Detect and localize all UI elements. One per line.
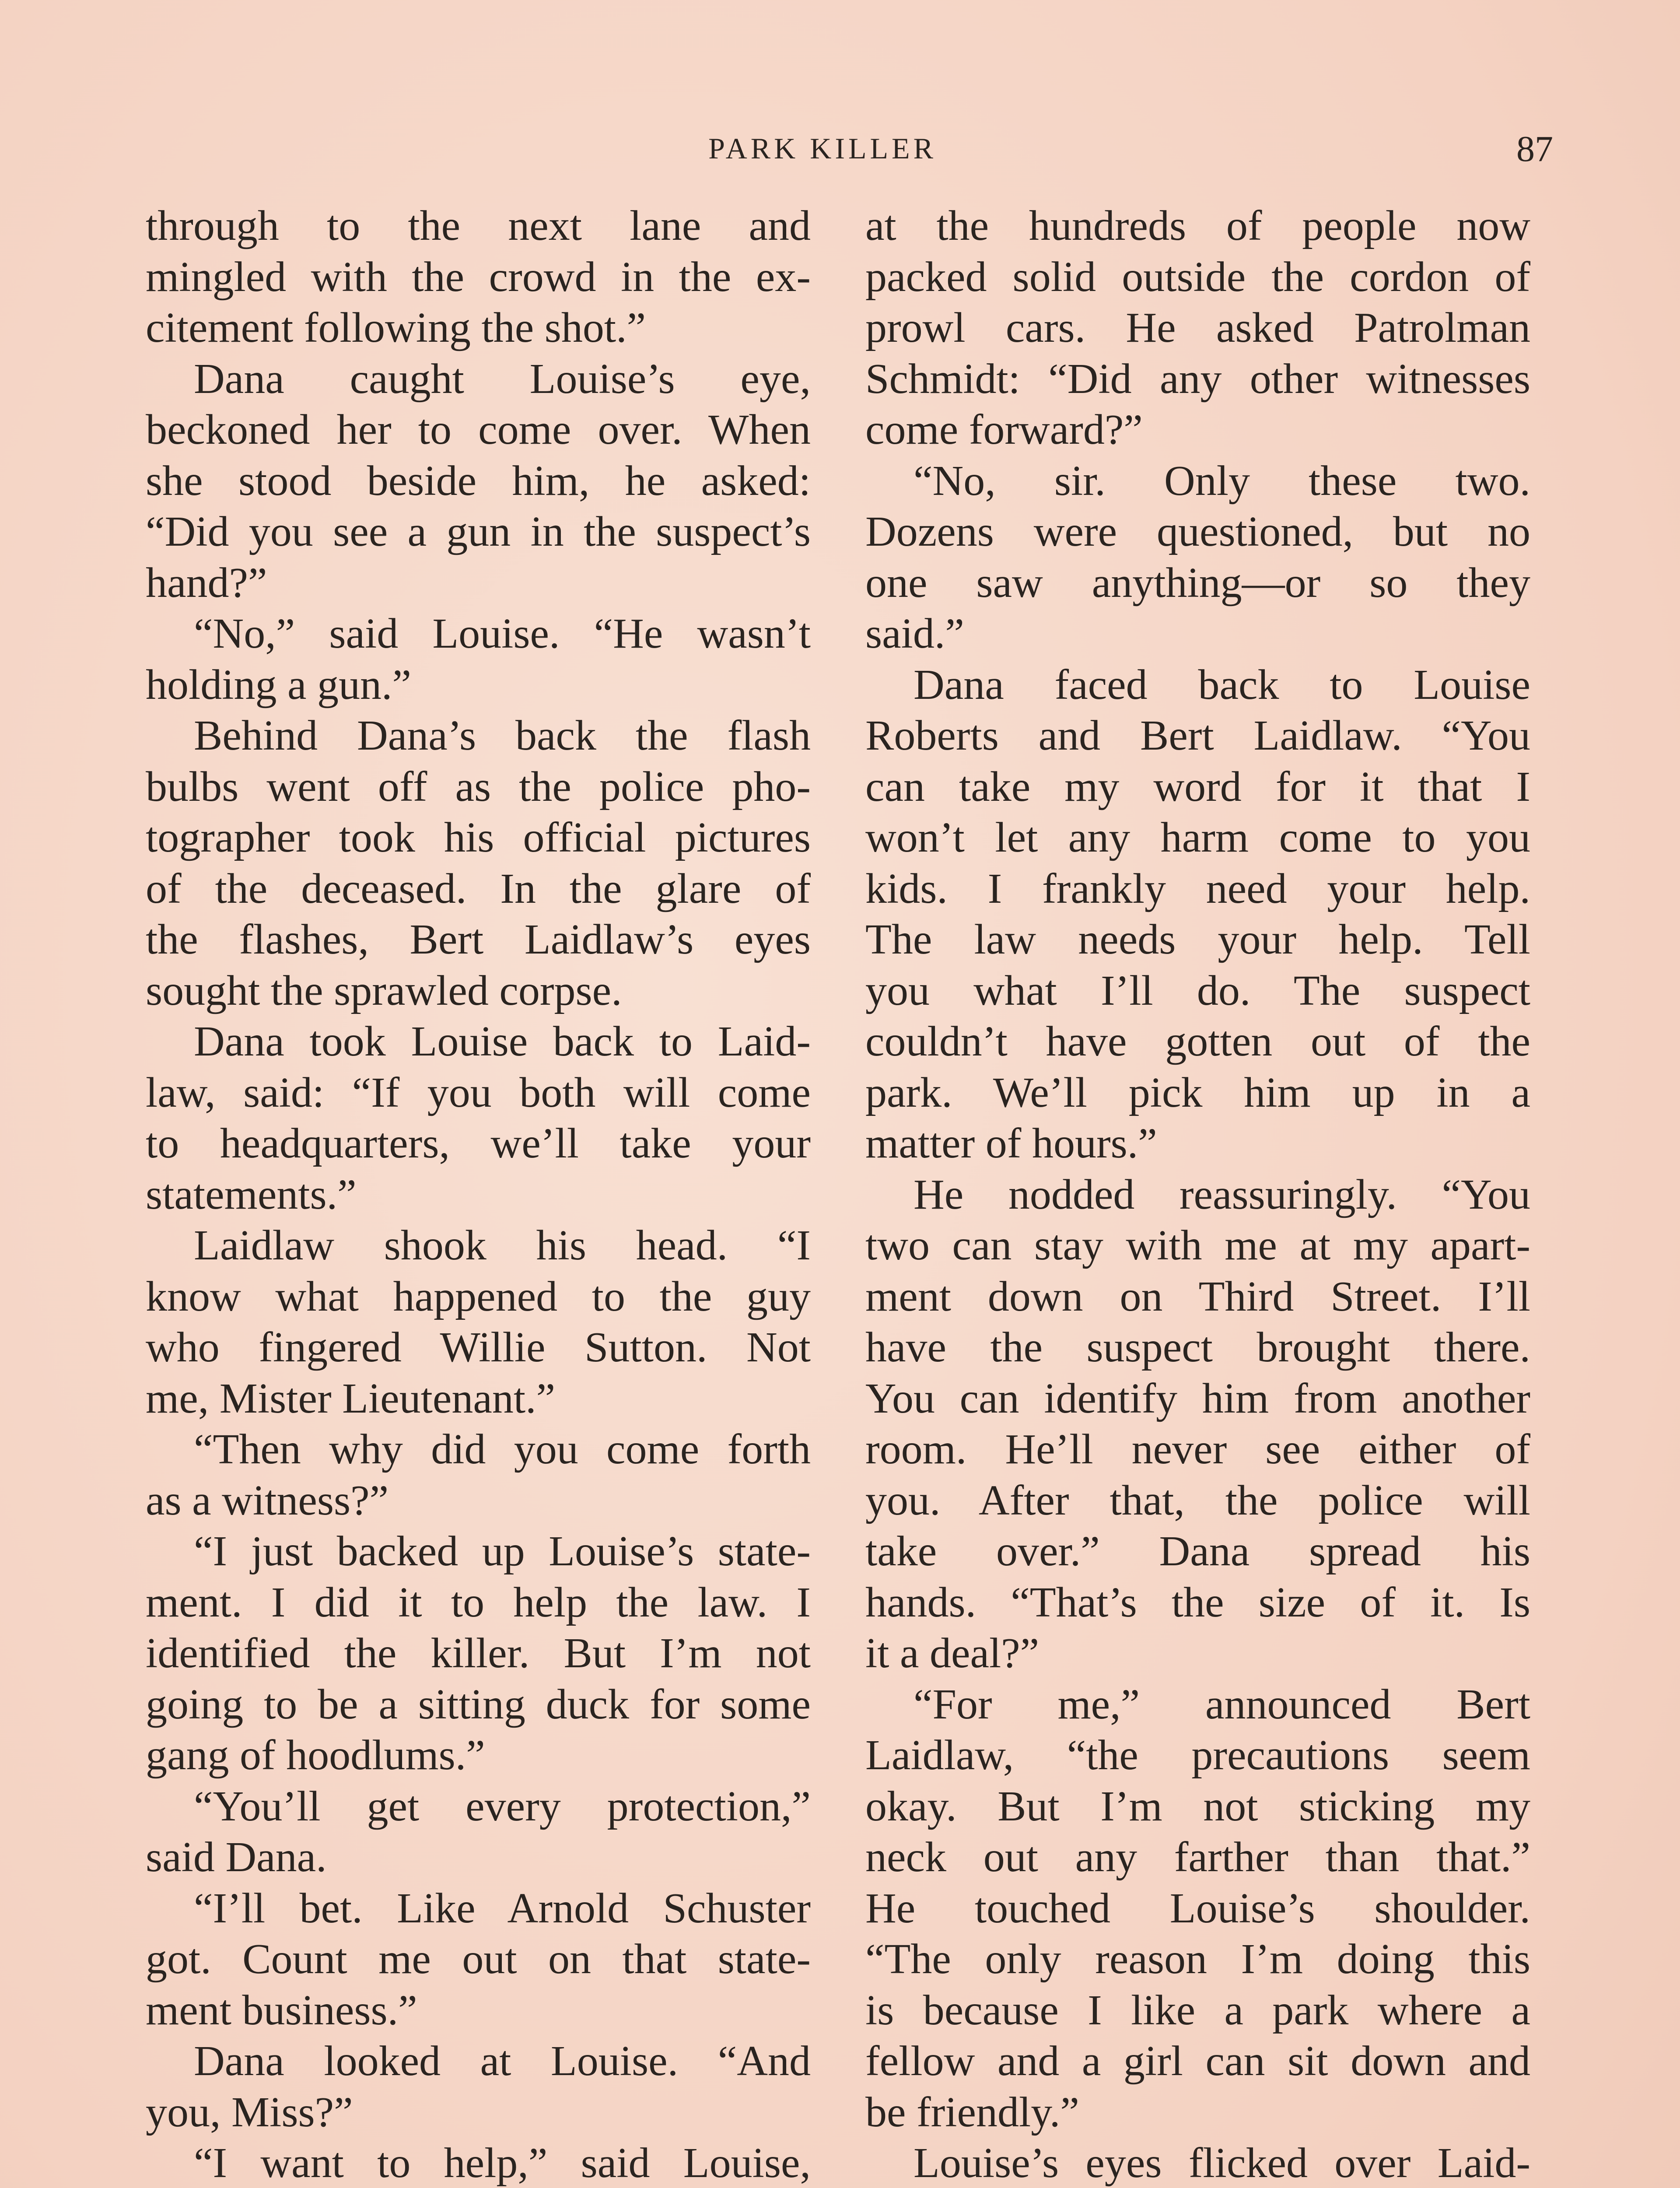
text-line: you. After that, the police will bbox=[865, 1476, 1530, 1524]
text-line: Dana took Louise back to Laid- bbox=[194, 1018, 811, 1065]
text-line: Laidlaw, “the precautions seem bbox=[865, 1732, 1530, 1779]
text-line: “I just backed up Louise’s state- bbox=[194, 1528, 811, 1575]
text-line: Roberts and Bert Laidlaw. “You bbox=[865, 712, 1530, 759]
text-line: to headquarters, we’ll take your bbox=[146, 1120, 811, 1167]
text-line: is because I like a park where a bbox=[865, 1986, 1530, 2034]
text-line: “You’ll get every protection,” bbox=[194, 1782, 811, 1830]
text-line: as a witness?” bbox=[146, 1476, 389, 1524]
text-line: ment down on Third Street. I’ll bbox=[865, 1273, 1530, 1320]
text-line: at the hundreds of people now bbox=[865, 202, 1530, 249]
text-line: matter of hours.” bbox=[865, 1120, 1157, 1167]
text-line: “For me,” announced Bert bbox=[914, 1680, 1530, 1728]
text-line: room. He’ll never see either of bbox=[865, 1426, 1530, 1473]
text-line: be friendly.” bbox=[865, 2088, 1079, 2136]
text-line: you, Miss?” bbox=[146, 2088, 353, 2136]
text-line: hands. “That’s the size of it. Is bbox=[865, 1578, 1530, 1626]
text-line: got. Count me out on that state- bbox=[146, 1936, 811, 1983]
text-line: couldn’t have gotten out of the bbox=[865, 1018, 1530, 1065]
text-line: Louise’s eyes flicked over Laid- bbox=[914, 2139, 1530, 2187]
text-line: one saw anything—or so they bbox=[865, 559, 1530, 607]
text-line: tographer took his official pictures bbox=[146, 814, 811, 861]
text-line: Dana caught Louise’s eye, bbox=[194, 355, 811, 403]
text-line: Dozens were questioned, but no bbox=[865, 508, 1530, 555]
text-line: of the deceased. In the glare of bbox=[146, 865, 811, 912]
text-line: law, said: “If you both will come bbox=[146, 1069, 811, 1116]
text-line: said.” bbox=[865, 610, 964, 657]
text-column-right bbox=[865, 200, 1530, 2188]
text-line: He touched Louise’s shoulder. bbox=[865, 1884, 1530, 1932]
text-line: packed solid outside the cordon of bbox=[865, 253, 1530, 301]
text-line: kids. I frankly need your help. bbox=[865, 865, 1530, 912]
text-line: identified the killer. But I’m not bbox=[146, 1630, 811, 1677]
text-line: “I’ll bet. Like Arnold Schuster bbox=[194, 1884, 811, 1932]
text-line: ment. I did it to help the law. I bbox=[146, 1578, 811, 1626]
text-line: Schmidt: “Did any other witnesses bbox=[865, 355, 1530, 403]
text-line: said Dana. bbox=[146, 1834, 327, 1881]
text-line: “I want to help,” said Louise, bbox=[194, 2139, 811, 2187]
text-line: Dana looked at Louise. “And bbox=[194, 2037, 811, 2085]
text-line: fellow and a girl can sit down and bbox=[865, 2037, 1530, 2085]
text-line: can take my word for it that I bbox=[865, 763, 1530, 810]
text-line: neck out any farther than that.” bbox=[865, 1834, 1530, 1881]
text-line: park. We’ll pick him up in a bbox=[865, 1069, 1530, 1116]
text-line: sought the sprawled corpse. bbox=[146, 967, 622, 1014]
text-line: going to be a sitting duck for some bbox=[146, 1680, 811, 1728]
text-line: who fingered Willie Sutton. Not bbox=[146, 1324, 811, 1371]
text-line: won’t let any harm come to you bbox=[865, 814, 1530, 861]
text-line: two can stay with me at my apart- bbox=[865, 1222, 1530, 1269]
text-line: He nodded reassuringly. “You bbox=[914, 1171, 1530, 1218]
text-line: “Did you see a gun in the suspect’s bbox=[146, 508, 811, 555]
text-line: it a deal?” bbox=[865, 1630, 1040, 1677]
text-line: take over.” Dana spread his bbox=[865, 1528, 1530, 1575]
text-line: “No,” said Louise. “He wasn’t bbox=[194, 610, 811, 657]
text-line: beckoned her to come over. When bbox=[146, 406, 811, 453]
text-line: You can identify him from another bbox=[865, 1375, 1530, 1422]
text-line: come forward?” bbox=[865, 406, 1143, 453]
text-line: holding a gun.” bbox=[146, 661, 411, 708]
text-line: gang of hoodlums.” bbox=[146, 1732, 485, 1779]
text-line: Laidlaw shook his head. “I bbox=[194, 1222, 811, 1269]
text-line: okay. But I’m not sticking my bbox=[865, 1782, 1530, 1830]
text-line: Behind Dana’s back the flash bbox=[194, 712, 811, 759]
text-line: hand?” bbox=[146, 559, 267, 607]
text-line: citement following the shot.” bbox=[146, 304, 646, 351]
text-line: ment business.” bbox=[146, 1986, 417, 2034]
text-line: statements.” bbox=[146, 1171, 357, 1218]
text-line: she stood beside him, he asked: bbox=[146, 457, 811, 505]
text-line: me, Mister Lieutenant.” bbox=[146, 1375, 556, 1422]
text-line: have the suspect brought there. bbox=[865, 1324, 1530, 1371]
text-line: the flashes, Bert Laidlaw’s eyes bbox=[146, 916, 811, 963]
text-line: through to the next lane and bbox=[146, 202, 811, 249]
running-head-title: PARK KILLER bbox=[708, 132, 937, 165]
text-line: prowl cars. He asked Patrolman bbox=[865, 304, 1530, 351]
text-line: The law needs your help. Tell bbox=[865, 916, 1530, 963]
text-line: “Then why did you come forth bbox=[194, 1426, 811, 1473]
text-line: Dana faced back to Louise bbox=[914, 661, 1530, 708]
page-number: 87 bbox=[1516, 129, 1553, 169]
text-line: “No, sir. Only these two. bbox=[914, 457, 1530, 505]
text-column-left bbox=[146, 200, 811, 2188]
text-line: mingled with the crowd in the ex- bbox=[146, 253, 811, 301]
text-line: bulbs went off as the police pho- bbox=[146, 763, 811, 810]
text-line: know what happened to the guy bbox=[146, 1273, 811, 1320]
text-line: you what I’ll do. The suspect bbox=[865, 967, 1530, 1014]
text-line: “The only reason I’m doing this bbox=[865, 1936, 1530, 1983]
